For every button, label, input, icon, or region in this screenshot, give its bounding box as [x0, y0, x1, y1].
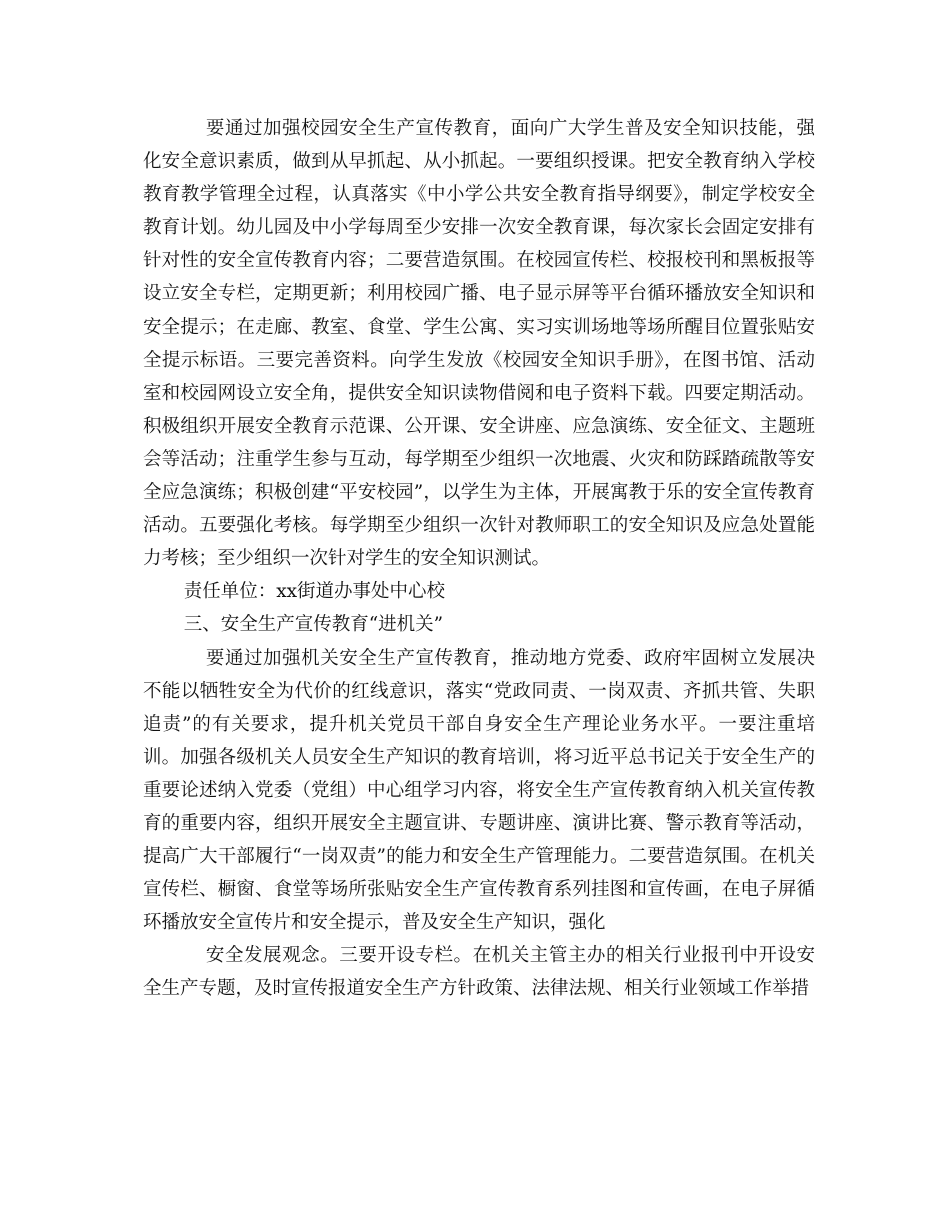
document-body [143, 112, 815, 1006]
paragraph-continuation: 安全发展观念。三要开设专栏。在机关主管主办的相关行业报刊中开设安全生产专题，及时宣传报道安全生产方针政策、法律法规、相关行业领域工作举措 [143, 945, 815, 1000]
section-heading-agencies: 三、安全生产宣传教育“进机关” [183, 614, 444, 636]
paragraph-campus-safety: 要通过加强校园安全生产宣传教育，面向广大学生普及安全知识技能，强化安全意识素质，做到从早抓起、从小抓起。一要组织授课。把安全教育纳入学校教育教学管理全过程，认真落实《中小学公共安全教育指导纲要》，制定学校安全教育计划。幼儿园及中小学每周至少安排一次安全教育课，每次家长会固定安排有针对性的安全宣传教育内容；二要营造氛围。在校园宣传栏、校报校刊和黑板报等设立安全专栏，定期更新；利用校园广播、电子显示屏等平台循环播放安全知识和安全提示；在走廊、教室、食堂、学生公寓、实习实训场地等场所醒目位置张贴安全提示标语。三要完善资料。向学生发放《校园安全知识手册》，在图书馆、活动室和校园网设立安全角，提供安全知识读物借阅和电子资料下载。四要定期活动。积极组织开展安全教育示范课、公开课、安全讲座、应急演练、安全征文、主题班会等活动；注重学生参与互动，每学期至少组织一次地震、火灾和防踩踏疏散等安全应急演练；积极创建“平安校园”，以学生为主体，开展寓教于乐的安全宣传教育活动。五要强化考核。每学期至少组织一次针对教师职工的安全知识及应急处置能力考核；至少组织一次针对学生的安全知识测试。 [143, 118, 815, 570]
paragraph-agency-safety: 要通过加强机关安全生产宣传教育，推动地方党委、政府牢固树立发展决不能以牺牲安全为代价的红线意识，落实“党政同责、一岗双责、齐抓共管、失职追责”的有关要求，提升机关党员干部自身安全生产理论业务水平。一要注重培训。加强各级机关人员安全生产知识的教育培训，将习近平总书记关于安全生产的重要论述纳入党委（党组）中心组学习内容，将安全生产宣传教育纳入机关宣传教育的重要内容，组织开展安全主题宣讲、专题讲座、演讲比赛、警示教育等活动，提高广大干部履行“一岗双责”的能力和安全生产管理能力。二要营造氛围。在机关宣传栏、橱窗、食堂等场所张贴安全生产宣传教育系列挂图和宣传画，在电子屏循环播放安全宣传片和安全提示，普及安全生产知识，强化 [143, 647, 815, 934]
responsible-unit-line: 责任单位：xx街道办事处中心校 [183, 581, 446, 603]
